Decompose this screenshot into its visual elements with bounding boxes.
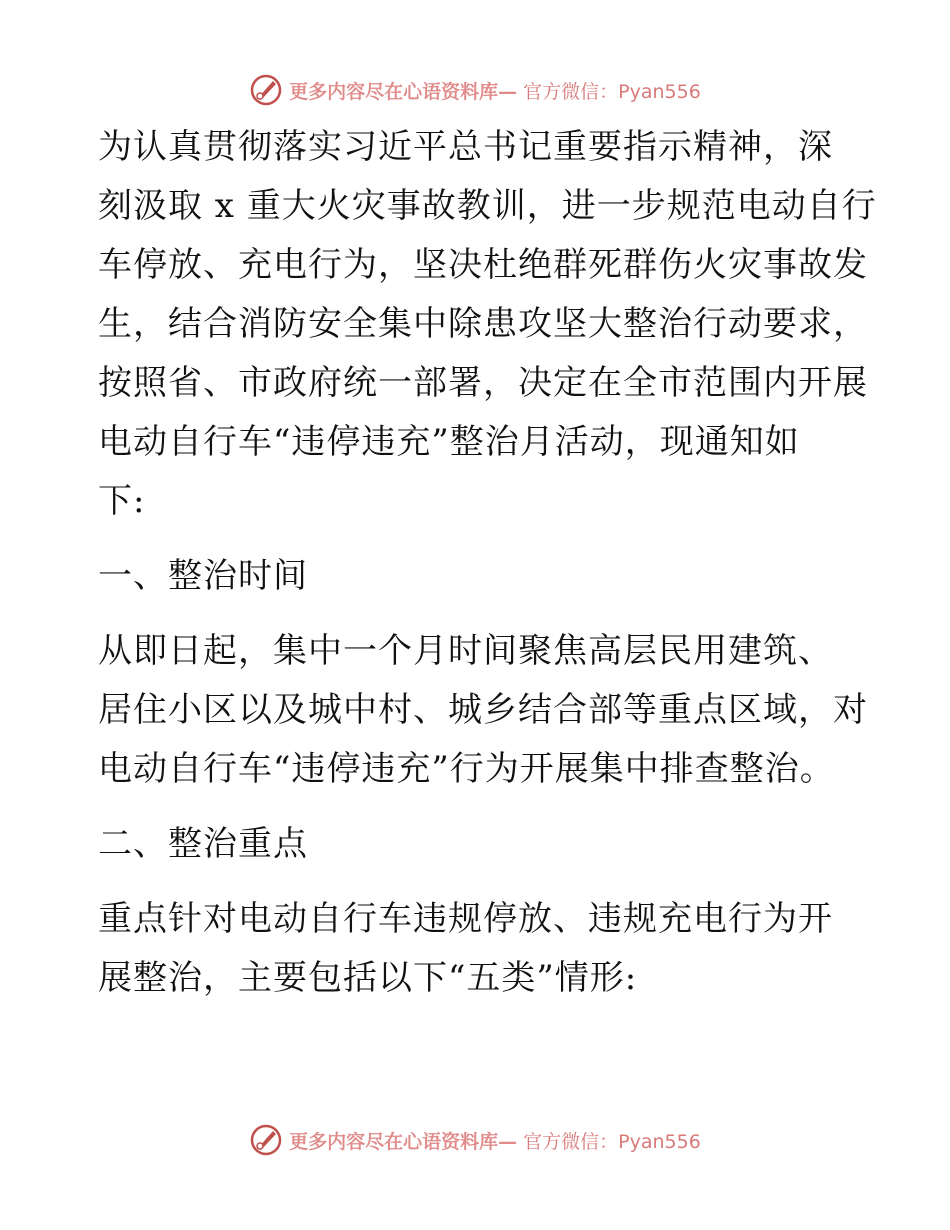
text-line: 重点针对电动自行车违规停放、违规充电行为开 [98,899,833,939]
section-heading-2 [98,815,858,874]
text-line: 展整治，主要包括以下“五类”情形: [98,958,638,998]
text-line: 电动自行车“违停违充”整治月活动，现通知如 [98,422,800,462]
intro-paragraph [98,118,877,531]
heading-text: 一、整治时间 [98,556,308,596]
text-line: 下: [98,481,146,521]
banner-library-text: 更多内容尽在心语资料库— [289,80,518,103]
text-line: 车停放、充电行为，坚决杜绝群死群伤火灾事故发 [98,245,868,285]
text-line: 从即日起，集中一个月时间聚焦高层民用建筑、 [98,631,833,671]
text-line: 居住小区以及城中村、城乡结合部等重点区域，对 [98,690,868,730]
text-line: 为认真贯彻落实习近平总书记重要指示精神，深 [98,127,833,167]
text-line: 生，结合消防安全集中除患攻坚大整治行动要求， [98,304,868,344]
footer-watermark-banner [0,1120,950,1160]
section-2-paragraph [98,890,858,1008]
text-line: 刻汲取 x 重大火灾事故教训，进一步规范电动自行 [98,186,877,226]
section-heading-1 [98,547,858,606]
section-1-paragraph [98,622,868,799]
text-line: 按照省、市政府统一部署，决定在全市范围内开展 [98,363,868,403]
text-line: 电动自行车“违停违充”行为开展集中排查整治。 [98,749,835,789]
banner-wechat-text: 官方微信：Pyan556 [523,1130,701,1153]
quill-pen-logo-icon [249,73,283,107]
heading-text: 二、整治重点 [98,824,308,864]
document-body [98,118,877,1008]
quill-pen-logo-icon [249,1123,283,1157]
banner-library-text: 更多内容尽在心语资料库— [289,1130,518,1153]
header-watermark-banner [0,70,950,110]
banner-wechat-text: 官方微信：Pyan556 [523,80,701,103]
